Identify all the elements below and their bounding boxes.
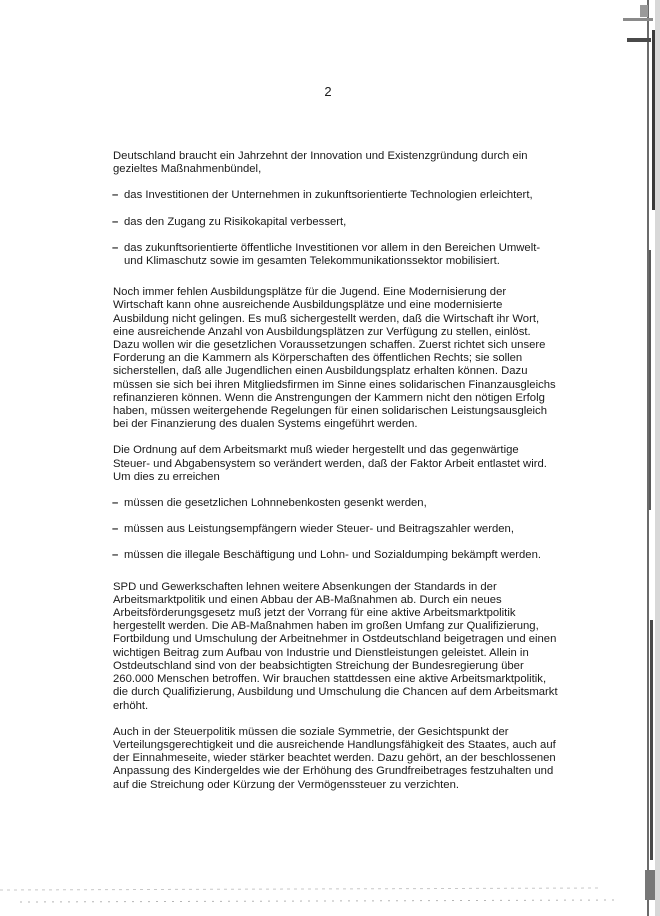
paragraph-intro: Deutschland braucht ein Jahrzehnt der Innovation und Existenzgründung durch ein gezieltes Maßnahmenbündel, (113, 150, 528, 176)
bullet-dash: – (112, 497, 119, 510)
bullet-dash: – (112, 549, 119, 562)
paragraph-arbeitsmarkt: Die Ordnung auf dem Arbeitsmarkt muß wieder hergestellt und das gegenwärtige Steuer- und Abgabensystem so verändert werden, daß der Faktor Arbeit entlastet wird. Um dies zu erreichen (113, 444, 547, 483)
scan-bottom-artifact (0, 880, 660, 916)
document-body (113, 150, 558, 805)
scan-edge-artifact (605, 0, 660, 916)
bullet-dash: – (112, 241, 119, 254)
list-item (113, 549, 558, 562)
list-item (113, 497, 558, 510)
paragraph-steuerpolitik: Auch in der Steuerpolitik müssen die soziale Symmetrie, der Gesichtspunkt der Verteilungsgerechtigkeit und die ausreichende Handlungsfähigkeit des Staates, auch auf der Einnahmeseite, wieder stärker beachtet werden. Dazu gehört, an der beschlossenen Anpassung des Kindergeldes wie der Erhöhung des Grundfreibetrages festzuhalten und auf die Streichung oder Kürzung der Vermögenssteuer zu verzichten. (113, 725, 556, 791)
list-item (113, 523, 558, 536)
list-item-text: müssen aus Leistungsempfängern wieder Steuer- und Beitragszahler werden, (124, 523, 514, 536)
bullet-dash: – (112, 215, 119, 228)
paragraph-ausbildung: Noch immer fehlen Ausbildungsplätze für die Jugend. Eine Modernisierung der Wirtschaft kann ohne ausreichende Ausbildungsplätze und eine modernisierte Ausbildung nicht gelingen. Es muß sichergestellt werden, daß die Wirtschaft ihr Wort, eine ausreichende Anzahl von Ausbildungsplätzen zur Verfügung zu stellen, einlöst. Dazu wollen wir die gesetzlichen Voraussetzungen schaffen. Zuerst richtet sich unsere Forderung an die Kammern als Körperschaften des öffentlichen Rechts; sie sollen sicherstellen, daß alle Jugendlichen einen Ausbildungsplatz erhalten können. Dazu müssen sie sich bei ihren Mitgliedsfirmen im Sinne eines solidarischen Finanzausgleichs refinanzieren können. Wenn die Anstrengungen der Kammern nicht den nötigen Erfolg haben, müssen weitergehende Regelungen für einen solidarischen Leistungsausgleich bei der Finanzierung des dualen Systems eingeführt werden. (113, 286, 556, 431)
bullet-dash: – (112, 189, 119, 202)
list-item-text: müssen die gesetzlichen Lohnnebenkosten gesenkt werden, (124, 497, 427, 510)
list-item (113, 216, 558, 229)
list-item (113, 242, 558, 268)
list-item (113, 189, 558, 202)
list-item-text: das Investitionen der Unternehmen in zukunftsorientierte Technologien erleichtert, (124, 189, 533, 202)
page-number-text: 2 (324, 84, 332, 99)
list-item-text: das den Zugang zu Risikokapital verbessert, (124, 215, 347, 228)
paragraph-gewerkschaften: SPD und Gewerkschaften lehnen weitere Absenkungen der Standards in der Arbeitsmarktpolitik und einen Abbau der AB-Maßnahmen ab. Durch ein neues Arbeitsförderungsgesetz muß jetzt der Vorrang für eine aktive Arbeitsmarktpolitik hergestellt werden. Die AB-Maßnahmen haben im großen Umfang zur Qualifizierung, Fortbildung und Umschulung der Arbeitnehmer in Ostdeutschland beigetragen und einen wichtigen Beitrag zum Aufbau von Industrie und Dienstleistungen geleistet. Allein in Ostdeutschland sind von der beabsichtigten Streichung der Bundesregierung über 260.000 Menschen betroffen. Wir brauchen stattdessen eine aktive Arbeitsmarktpolitik, die durch Qualifizierung, Ausbildung und Umschulung die Chancen auf dem Arbeitsmarkt erhöht. (113, 580, 558, 712)
page-number (0, 84, 660, 99)
list-item-text: das zukunftsorientierte öffentliche Investitionen vor allem in den Bereichen Umwelt- und Klimaschutz sowie im gesamten Telekommunikationssektor mobilisiert. (124, 241, 541, 268)
list-item-text: müssen die illegale Beschäftigung und Lohn- und Sozialdumping bekämpft werden. (124, 549, 541, 562)
bullet-dash: – (112, 523, 119, 536)
